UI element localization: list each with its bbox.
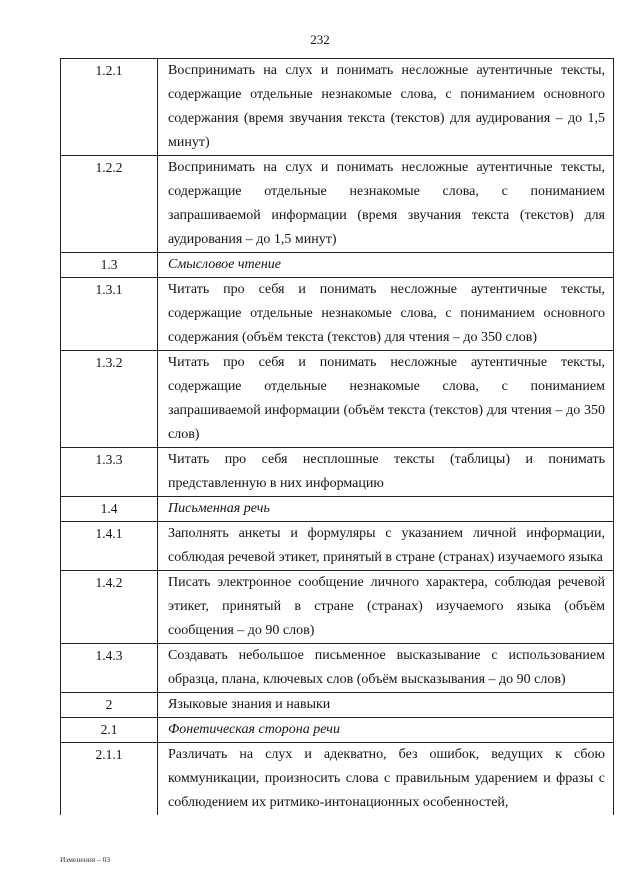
row-text: Читать про себя и понимать несложные аутентичные тексты, содержащие отдельные незнакомые слова, с пониманием основного содержания (объём текста (текстов) для чтения – до 350 слов) — [158, 278, 614, 351]
table-row — [61, 156, 614, 253]
table-row — [61, 448, 614, 497]
row-number: 1.4.2 — [61, 571, 158, 644]
requirements-table — [60, 58, 614, 815]
row-number: 1.4.3 — [61, 644, 158, 693]
row-number: 1.2.2 — [61, 156, 158, 253]
section-heading: Фонетическая сторона речи — [158, 718, 614, 743]
row-text: Воспринимать на слух и понимать несложные аутентичные тексты, содержащие отдельные незнакомые слова, с пониманием запрашиваемой информации (время звучания текста (текстов) для аудирования – до 1,5 минут) — [158, 156, 614, 253]
row-number: 1.3.1 — [61, 278, 158, 351]
row-text: Читать про себя несплошные тексты (таблицы) и понимать представленную в них информацию — [158, 448, 614, 497]
table-row — [61, 522, 614, 571]
section-heading: Языковые знания и навыки — [158, 693, 614, 718]
table-row — [61, 644, 614, 693]
row-number: 1.2.1 — [61, 59, 158, 156]
table-row — [61, 497, 614, 522]
table-row — [61, 59, 614, 156]
section-heading: Смысловое чтение — [158, 253, 614, 278]
section-heading: Письменная речь — [158, 497, 614, 522]
row-text: Создавать небольшое письменное высказывание с использованием образца, плана, ключевых слов (объём высказывания – до 90 слов) — [158, 644, 614, 693]
page-number: 232 — [310, 32, 330, 47]
table-row — [61, 351, 614, 448]
table-row — [61, 571, 614, 644]
row-number: 2.1 — [61, 718, 158, 743]
row-number: 1.3.3 — [61, 448, 158, 497]
footer-revision: Изменения – 03 — [60, 855, 111, 864]
row-text: Писать электронное сообщение личного характера, соблюдая речевой этикет, принятый в стране (странах) изучаемого языка (объём сообщения – до 90 слов) — [158, 571, 614, 644]
table-row — [61, 278, 614, 351]
row-number: 1.3 — [61, 253, 158, 278]
row-number: 1.4 — [61, 497, 158, 522]
row-text: Заполнять анкеты и формуляры с указанием личной информации, соблюдая речевой этикет, принятый в стране (странах) изучаемого языка — [158, 522, 614, 571]
row-text: Читать про себя и понимать несложные аутентичные тексты, содержащие отдельные незнакомые слова, с пониманием запрашиваемой информации (объём текста (текстов) для чтения – до 350 слов) — [158, 351, 614, 448]
row-number: 2.1.1 — [61, 743, 158, 816]
table-row — [61, 743, 614, 816]
row-text: Различать на слух и адекватно, без ошибок, ведущих к сбою коммуникации, произносить слова с правильным ударением и фразы с соблюдением их ритмико-интонационных особенностей, — [158, 743, 614, 816]
table-row — [61, 693, 614, 718]
row-number: 1.3.2 — [61, 351, 158, 448]
table-row — [61, 253, 614, 278]
row-number: 1.4.1 — [61, 522, 158, 571]
row-text: Воспринимать на слух и понимать несложные аутентичные тексты, содержащие отдельные незнакомые слова, с пониманием основного содержания (время звучания текста (текстов) для аудирования – до 1,5 минут) — [158, 59, 614, 156]
table-row — [61, 718, 614, 743]
row-number: 2 — [61, 693, 158, 718]
